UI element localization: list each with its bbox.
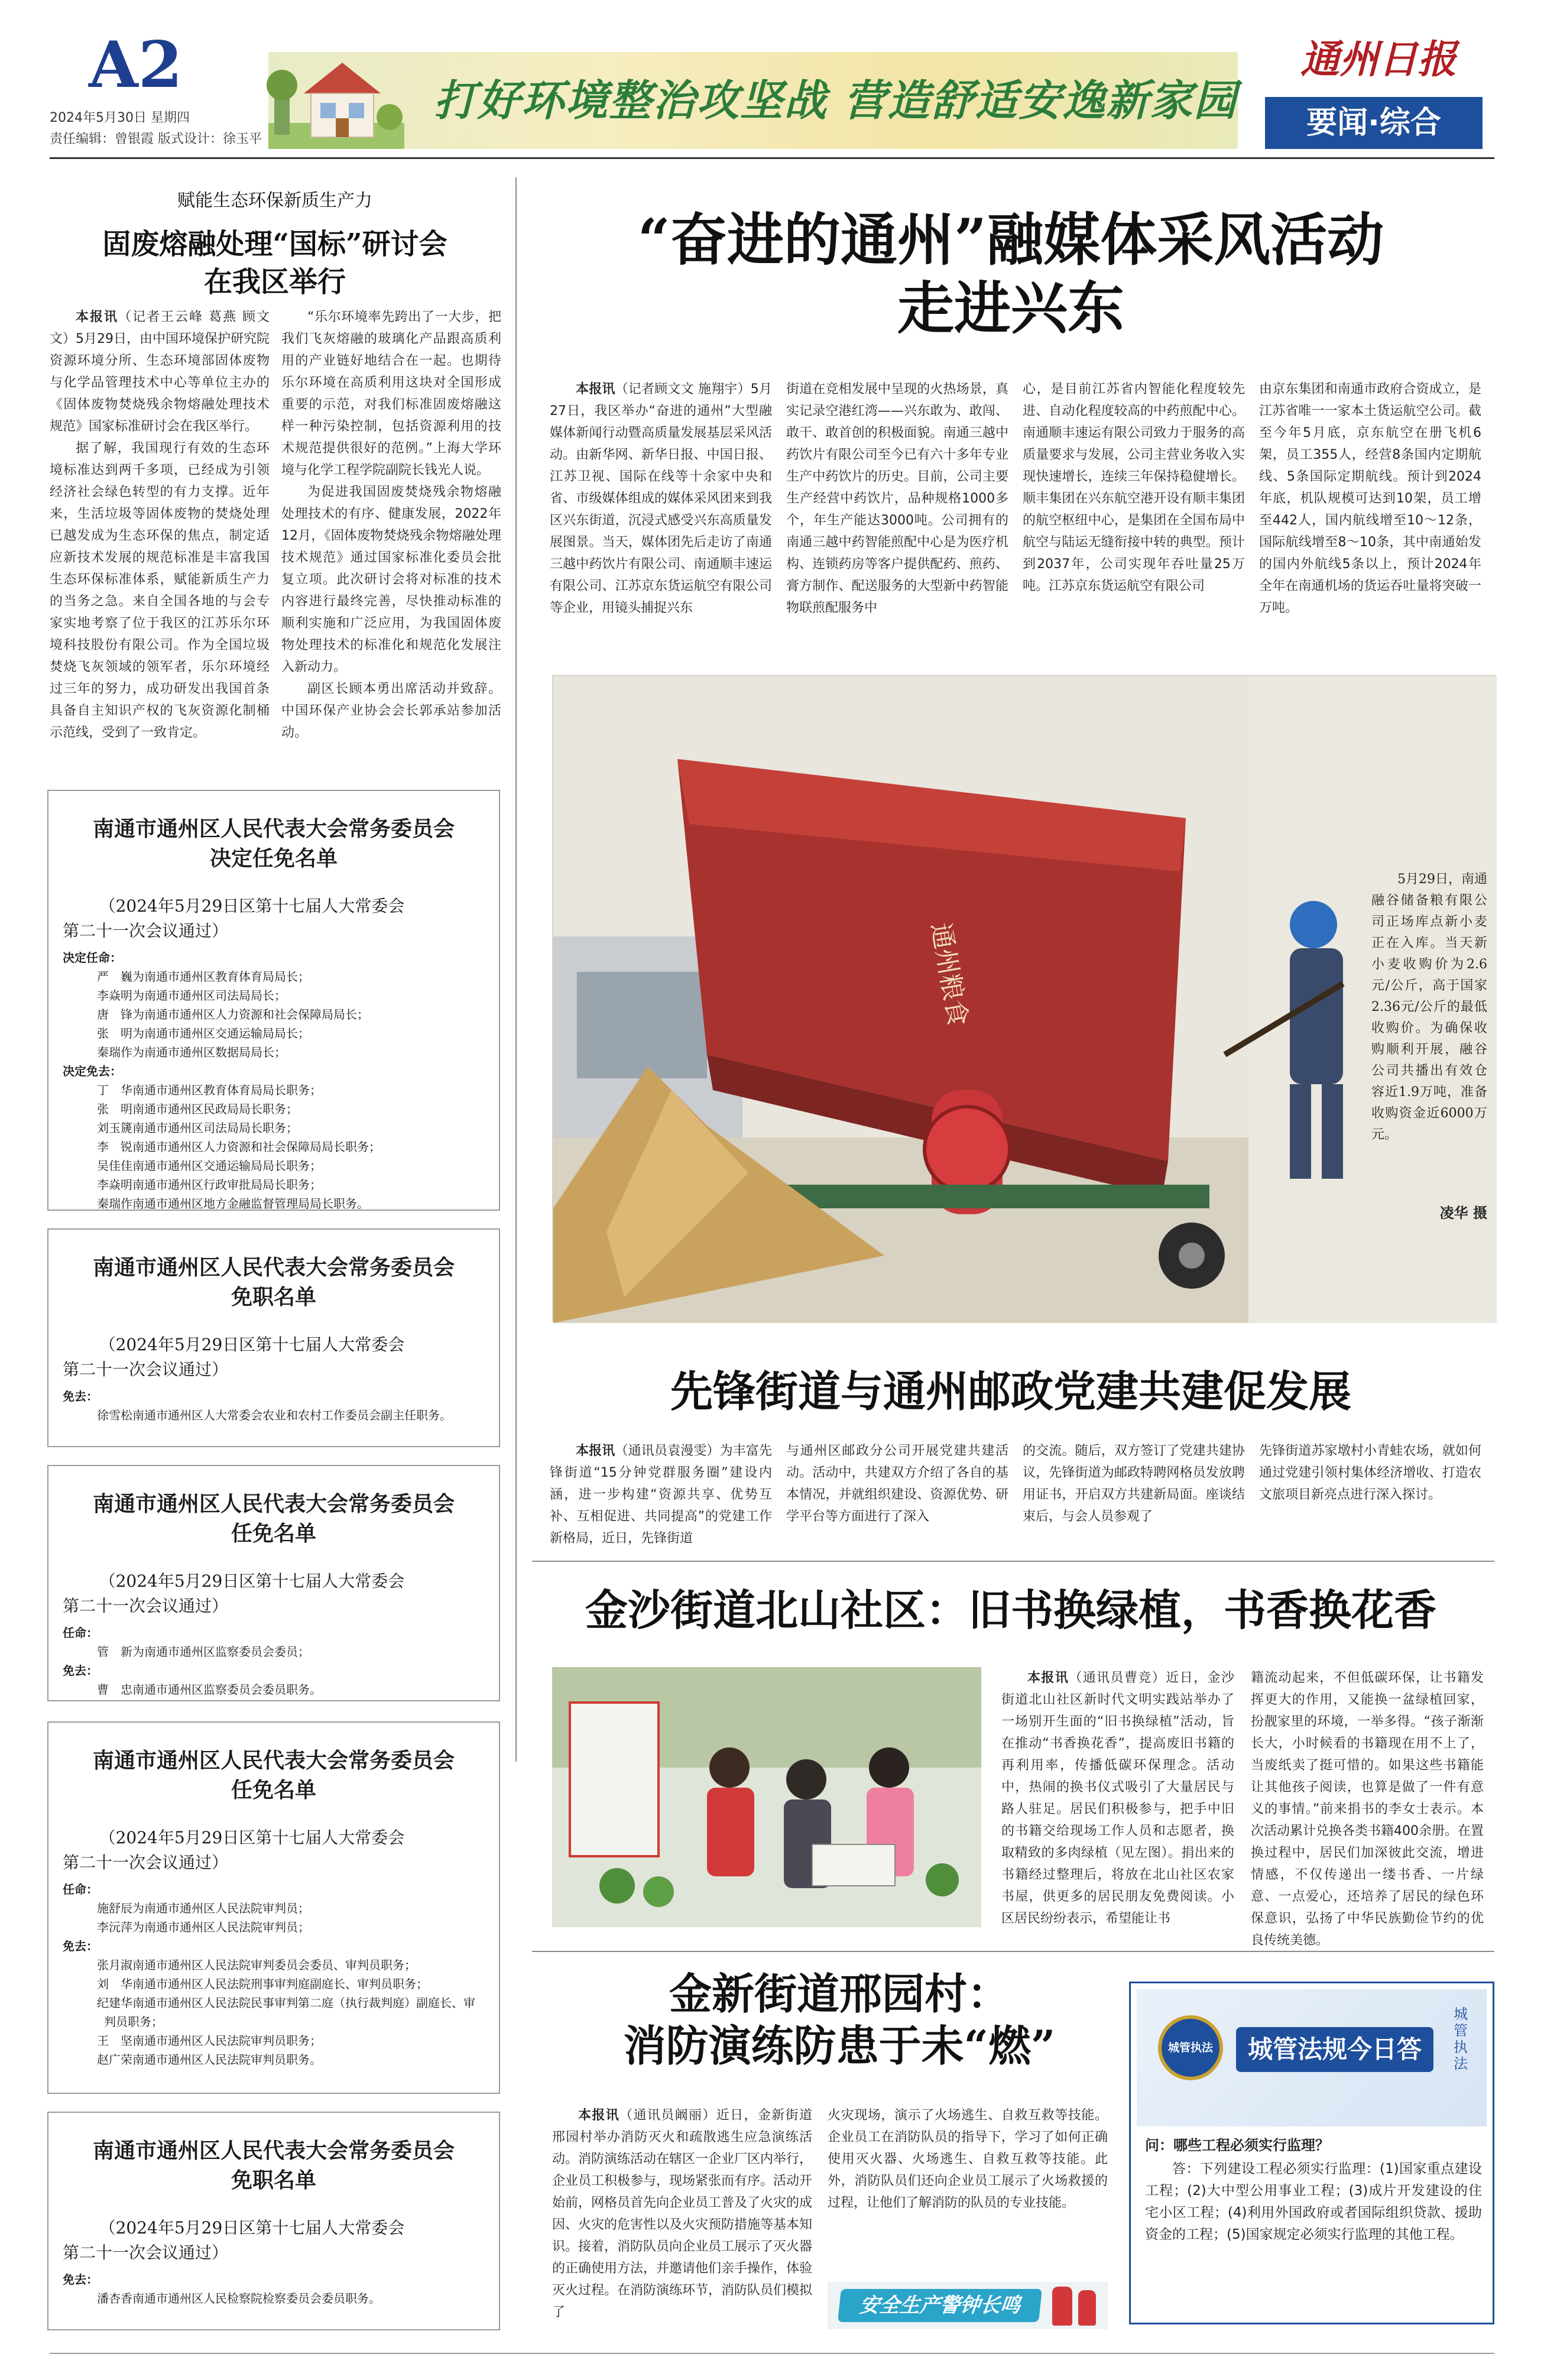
notice-4-group-label: 免去： — [63, 1939, 98, 1953]
notice-3-session: （2024年5月29日区第十七届人大常委会 第二十一次会议通过） — [63, 1571, 405, 1616]
list-item: 刘玉篪南通市通州区司法局局长职务； — [97, 1121, 298, 1135]
notice-1-group-label: 决定任命： — [63, 951, 122, 965]
list-item: 刘 华南通市通州区人民法院刑事审判庭副庭长、审判员职务； — [97, 1977, 428, 1991]
list-item: 严 巍为南通市通州区教育体育局局长； — [97, 969, 310, 984]
list-item: 管 新为南通市通州区监察委员会委员； — [97, 1645, 310, 1659]
a2-byline: 本报讯 — [576, 382, 615, 397]
list-item: 李焱明为南通市通州区司法局局长； — [97, 988, 286, 1003]
notice-2-group-label: 免去： — [63, 1389, 98, 1403]
divider — [532, 1951, 1494, 1952]
notice-4-title-line2: 任免名单 — [231, 1778, 316, 1802]
a4-byline: 本报讯 — [1027, 1671, 1069, 1685]
a2-text-1: （记者顾文文 施翔宇）5月27日，我区举办“奋进的通州”大型融媒体新闻行动暨高质量发展基层采风活动。由新华网、新华日报、中国日报、江苏卫视、国际在线等十余家中央和省、市级媒体组成的媒体采风团来到我区兴东街道，沉浸式感受兴东高质量发展图景。当天，媒体团先后走访了南通三越中药饮片有限公司、南通顺丰速运有限公司、江苏京东货运航空有限公司等企业，用镜头捕捉兴东 — [550, 382, 772, 615]
list-item: 唐 锋为南通市通州区人力资源和社会保障局局长； — [97, 1007, 369, 1022]
notice-2-title-line2: 免职名单 — [231, 1285, 316, 1309]
book-swap-illustration — [552, 1667, 981, 1927]
a5-title-line1: 金新街道邢园村： — [669, 1969, 1010, 2019]
safety-slogan-banner: 安全生产警钟长鸣 — [838, 2289, 1042, 2322]
section-badge: 要闻·综合 — [1265, 97, 1483, 149]
list-item: 丁 华南通市通州区教育体育局局长职务； — [97, 1083, 322, 1097]
a3-text-4: 先锋街道苏家墩村小青蛙农场，就如何通过党建引领村集体经济增收、打造农文旅项目新亮点进行深入探讨。 — [1259, 1444, 1481, 1502]
a1-column-1 — [50, 306, 270, 740]
paper-logo: 通州日报 — [1300, 36, 1457, 82]
notice-3-group-label: 免去： — [63, 1664, 98, 1678]
law-emblem-icon — [1158, 2015, 1223, 2080]
a5-text-1: （通讯员阚丽）近日，金新街道邢园村举办消防灭火和疏散逃生应急演练活动。消防演练活动在辖区一企业厂区内举行，企业员工积极参与，现场紧张而有序。活动开始前，网格员首先向企业员工普及了火灾的成因、火灾的危害性以及火灾预防措施等基本知识。接着，消防队员向企业员工展示了灭火器的正确使用方法，并邀请他们亲手操作，体验灭火过程。在消防演练环节，消防队员们模拟了 — [552, 2108, 813, 2320]
list-item: 王 坚南通市通州区人民法院审判员职务； — [97, 2034, 322, 2048]
notice-2-session: （2024年5月29日区第十七届人大常委会 第二十一次会议通过） — [63, 1335, 405, 1379]
banner-slogan: 打好环境整治攻坚战 营造舒适安逸新家园 — [434, 75, 1238, 125]
notice-5-session: （2024年5月29日区第十七届人大常委会 第二十一次会议通过） — [63, 2218, 405, 2262]
list-item: 赵广荣南通市通州区人民法院审判员职务。 — [97, 2052, 322, 2067]
a5-text-2: 火灾现场，演示了火场逃生、自救互救等技能。企业员工在消防队员的指导下，学习了如何正确使用灭火器、火场逃生、自救互救等技能。此外，消防队员们还向企业员工展示了火场救援的过程，让他们了解消防的队员的专业技能。 — [828, 2108, 1108, 2210]
a3-column-1 — [550, 1440, 772, 1552]
a1-kicker: 赋能生态环保新质生产力 — [177, 190, 372, 211]
a1-text-1: （记者王云峰 葛燕 顾文文）5月29日，由中国环境保护研究院资源环境分所、生态环境部固体废物与化学品管理技术中心等单位主办的《固体废物焚烧残余物熔融处理技术规范》国家标准研讨会在我区举行。 — [50, 310, 270, 434]
a4-column-2 — [1251, 1667, 1484, 1948]
safety-slogan-image — [828, 2282, 1108, 2329]
masthead-rule — [50, 157, 1494, 159]
a1-text-2: “乐尔环境率先跨出了一大步，把我们飞灰熔融的玻璃化产品跟高质利用的产业链好地结合在一起。也期待乐尔环境在高质利用这块对全国形成重要的示范，对我们标准固废熔融这样一种污染控制，包括资源利用的技术规范提供很好的范例。”上海大学环境与化学工程学院副院长钱光人说。 — [281, 310, 501, 478]
a2-column-3 — [1023, 378, 1245, 627]
notice-3-title-line1: 南通市通州区人民代表大会常务委员会 — [92, 1492, 455, 1516]
a3-text-1: （通讯员袁漫雯）为丰富先锋街道“15分钟党群服务圈”建设内涵，进一步构建“资源共享、优势互补、互相促进、共同提高”的党建工作新格局，近日，先锋街道 — [550, 1444, 772, 1546]
a3-column-4 — [1259, 1440, 1481, 1552]
a3-text-3: 的交流。随后，双方签订了党建共建协议，先锋街道为邮政特聘网格员发放聘用证书，开启双方共建新局面。座谈结束后，与会人员参观了 — [1023, 1444, 1245, 1524]
list-item: 潘杏香南通市通州区人民检察院检察委员会委员职务。 — [97, 2291, 381, 2306]
law-emblem-badge: 城管执法 — [1167, 2041, 1213, 2054]
photo-credit: 凌华 摄 — [1439, 1205, 1487, 1221]
list-item: 纪建华南通市通州区人民法院民事审判第二庭（执行裁判庭）副庭长、审判员职务； — [97, 1996, 475, 2029]
issue-date: 2024年5月30日 星期四 — [50, 111, 190, 125]
notice-1-group-label: 决定免去： — [63, 1064, 122, 1078]
a1-title-line2: 在我区举行 — [203, 265, 346, 299]
a4-column-1 — [1001, 1667, 1234, 1933]
a1-column-2 — [281, 306, 501, 740]
svg-text:通州粮食: 通州粮食 — [925, 920, 973, 1029]
notice-3-list — [48, 1623, 499, 1699]
law-answer: 答：下列建设工程必须实行监理：(1)国家重点建设工程；(2)大中型公用事业工程；(3)成片开发建设的住宅小区工程；(4)利用外国政府或者国际组织贷款、援助资金的工程；(5)国家规定必须实行监理的其他工程。 — [1145, 2161, 1482, 2242]
notice-box-1 — [47, 790, 500, 1211]
a5-title-line2: 消防演练防患于未“燃” — [623, 2021, 1056, 2071]
a2-column-1 — [550, 378, 772, 627]
a1-text-2b: 为促进我国固废焚烧残余物熔融处理技术的有序、健康发展，2022年12月，《固体废物焚烧残余物熔融处理技术规范》通过国家标准化委员会批复立项。此次研讨会将对标准的技术内容进行最终完善，尽快推动标准的顺利实施和广泛应用，为我国固体废物处理技术的标准化和规范化发展注入新动力。 — [281, 485, 501, 675]
house-illustration — [268, 52, 404, 149]
list-item: 李焱明南通市通州区行政审批局局长职务； — [97, 1178, 322, 1192]
a2-text-4: 由京东集团和南通市政府合资成立，是江苏省唯一一家本土货运航空公司。截至今年5月底，京东航空在册飞机6架，员工355人，经营8条国内定期航线、5条国际定期航线。预计到2024年底，机队规模可达到10架，员工增至442人，国内航线增至10～12条，国际航线增至8～10条，其中南通始发的国内外航线5条以上，预计2024年全年在南通机场的货运吞吐量将突破一万吨。 — [1259, 382, 1481, 615]
list-item: 曹 忠南通市通州区监察委员会委员职务。 — [97, 1682, 322, 1697]
a1-byline: 本报讯 — [76, 310, 118, 325]
extinguisher-icon — [1052, 2287, 1072, 2326]
a4-title: 金沙街道北山社区：旧书换绿植，书香换花香 — [585, 1585, 1436, 1635]
page-number: A2 — [89, 28, 183, 102]
list-item: 张 明南通市通州区民政局局长职务； — [97, 1102, 298, 1116]
a4-text-2: 籍流动起来，不但低碳环保，让书籍发挥更大的作用，又能换一盆绿植回家，扮靓家里的环境，一举多得。“孩子渐渐长大，小时候看的书籍现在用不上了，当废纸卖了挺可惜的。如果这些书籍能让其他孩子阅读，也算是做了一件有意义的事情。”前来捐书的李女士表示。本次活动累计兑换各类书籍400余册。在置换过程中，居民们加深彼此交流，增进情感，不仅传递出一缕书香、一片绿意、一点爱心，还培养了居民的绿色环保意识，弘扬了中华民族勤俭节约的优良传统美德。 — [1251, 1671, 1484, 1948]
notice-2-list — [48, 1387, 499, 1425]
bottom-rule — [50, 2353, 1494, 2354]
a2-column-4 — [1259, 378, 1481, 627]
a2-column-2 — [786, 378, 1008, 627]
notice-box-2 — [47, 1228, 500, 1447]
a2-text-2: 街道在竞相发展中呈现的火热场景，真实记录空港红湾——兴东敢为、敢闯、敢干、敢首创的积极面貌。南通三越中药饮片有限公司至今已有六十多年专业生产中药饮片的历史。目前，公司主要生产经营中药饮片，品种规格1000多个，年生产能达3000吨。公司拥有的南通三越中药智能煎配中心是为医疗机构、连锁药房等客户提供配药、煎药、膏方制作、配送服务的大型新中药智能物联煎配服务中 — [786, 382, 1008, 615]
notice-4-session: （2024年5月29日区第十七届人大常委会 第二十一次会议通过） — [63, 1828, 405, 1872]
notice-box-3 — [47, 1465, 500, 1701]
notice-3-title-line2: 任免名单 — [231, 1522, 316, 1546]
law-side-label: 城管执法 — [1454, 2006, 1468, 2072]
a5-column-1 — [552, 2105, 812, 2323]
law-qa-box — [1129, 1982, 1494, 2324]
notice-1-title-line2: 决定任免名单 — [209, 847, 338, 871]
notice-1-title-line1: 南通市通州区人民代表大会常务委员会 — [92, 817, 455, 841]
a5-byline: 本报讯 — [578, 2108, 620, 2123]
law-brand: 城管法规今日答 — [1236, 2027, 1433, 2072]
a5-column-2 — [828, 2105, 1108, 2276]
divider — [532, 1561, 1494, 1562]
notice-4-title-line1: 南通市通州区人民代表大会常务委员会 — [92, 1749, 455, 1773]
list-item: 张月淑南通市通州区人民法院审判委员会委员、审判员职务； — [97, 1958, 416, 1972]
list-item: 秦瑞作南通市通州区地方金融监督管理局局长职务。 — [97, 1197, 369, 1211]
a2-title-line2: 走进兴东 — [897, 275, 1124, 342]
grain-truck-photo — [552, 675, 1496, 1322]
law-header — [1137, 1989, 1487, 2126]
a1-text-2c: 副区长顾本勇出席活动并致辞。中国环保产业协会会长郭承站参加活动。 — [281, 682, 501, 740]
list-item: 吴佳佳南通市通州区交通运输局局长职务； — [97, 1159, 322, 1173]
notice-4-group-label: 任命： — [63, 1882, 98, 1896]
photo-caption: 5月29日，南通融谷储备粮有限公司正场库点新小麦正在入库。当天新小麦收购价为2.6元/公斤，高于国家2.36元/公斤的最低收购价。为确保收购顺利开展，融谷公司共播出有效仓容近1.9万吨，准备收购资金近6000万元。 — [1371, 869, 1487, 1146]
a4-text-1: （通讯员曹竞）近日，金沙街道北山社区新时代文明实践站举办了一场别开生面的“旧书换绿植”活动，旨在推动“书香换花香”，提高废旧书籍的再利用率，传播低碳环保理念。活动中，热闹的换书仪式吸引了大量居民与路人驻足。居民们积极参与，把手中旧的书籍交给现场工作人员和志愿者，换取精致的多肉绿植（见左图）。捐出来的书籍经过整理后，将放在北山社区农家书屋，供更多的居民朋友免费阅读。小区居民纷纷表示，希望能让书 — [1001, 1671, 1234, 1926]
a3-byline: 本报讯 — [576, 1444, 615, 1458]
notice-4-list — [48, 1880, 499, 2069]
a2-text-3: 心，是目前江苏省内智能化程度较先进、自动化程度较高的中药煎配中心。南通顺丰速运有限公司致力于服务的高质量要求与发展，公司主营业务收入实现快速增长，连续三年保持稳健增长。顺丰集团在兴东航空港开设有顺丰集团的航空枢纽中心，是集团在全国布局中航空与陆运无缝衔接中转的典型。预计到2037年，公司实现年吞吐量25万吨。江苏京东货运航空有限公司 — [1023, 382, 1245, 594]
notice-5-title-line1: 南通市通州区人民代表大会常务委员会 — [92, 2139, 455, 2163]
notice-box-4 — [47, 1721, 500, 2094]
notice-1-session: （2024年5月29日区第十七届人大常委会 第二十一次会议通过） — [63, 896, 405, 941]
notice-5-list — [48, 2270, 499, 2308]
editor-credits: 责任编辑：曾银霞 版式设计：徐玉平 — [50, 132, 262, 147]
notice-3-group-label: 任命： — [63, 1626, 98, 1640]
a3-title: 先锋街道与通州邮政党建共建促发展 — [670, 1366, 1351, 1416]
list-item: 李 锐南通市通州区人力资源和社会保障局局长职务； — [97, 1140, 381, 1154]
a1-title-line1: 固废熔融处理“国标”研讨会 — [102, 228, 447, 261]
notice-box-5 — [47, 2112, 500, 2330]
list-item: 李沅萍为南通市通州区人民法院审判员； — [97, 1920, 310, 1934]
book-swap-photo — [552, 1667, 981, 1927]
list-item: 施舒辰为南通市通州区人民法院审判员； — [97, 1901, 310, 1915]
a3-column-2 — [786, 1440, 1008, 1552]
left-vertical-rule — [515, 177, 517, 1762]
list-item: 秦瑞作为南通市通州区数据局局长； — [97, 1045, 286, 1059]
banner-ad — [268, 52, 1238, 149]
grain-truck-illustration — [553, 676, 1251, 1323]
notice-1-list — [48, 948, 499, 1213]
law-question: 问：哪些工程必须实行监理？ — [1145, 2137, 1329, 2154]
a2-title-line1: “奋进的通州”融媒体采风活动 — [637, 206, 1384, 273]
a3-column-3 — [1023, 1440, 1245, 1552]
notice-2-title-line1: 南通市通州区人民代表大会常务委员会 — [92, 1256, 455, 1280]
notice-5-group-label: 免去： — [63, 2272, 98, 2287]
a1-text-1b: 据了解，我国现行有效的生态环境标准达到两千多项，已经成为引领经济社会绿色转型的有力支撑。近年来，生活垃圾等固体废物的焚烧处理已越发成为生态环保的焦点，制定适应新技术发展的规范标准是丰富我国生态环保标准体系，赋能新质生产力的当务之急。来自全国各地的与会专家实地考察了位于我区的江苏乐尔环境科技股份有限公司。作为全国垃圾焚烧飞灰领域的领军者，乐尔环境经过三年的努力，成功研发出我国首条具备自主知识产权的飞灰资源化制桶示范线，受到了一致肯定。 — [50, 441, 270, 740]
list-item: 徐雪松南通市通州区人大常委会农业和农村工作委员会副主任职务。 — [97, 1408, 452, 1422]
notice-5-title-line2: 免职名单 — [231, 2168, 316, 2193]
a3-text-2: 与通州区邮政分公司开展党建共建活动。活动中，共建双方介绍了各自的基本情况，并就组织建设、资源优势、研学平台等方面进行了深入 — [786, 1444, 1008, 1524]
extinguisher-icon — [1078, 2290, 1096, 2326]
list-item: 张 明为南通市通州区交通运输局局长； — [97, 1026, 310, 1040]
